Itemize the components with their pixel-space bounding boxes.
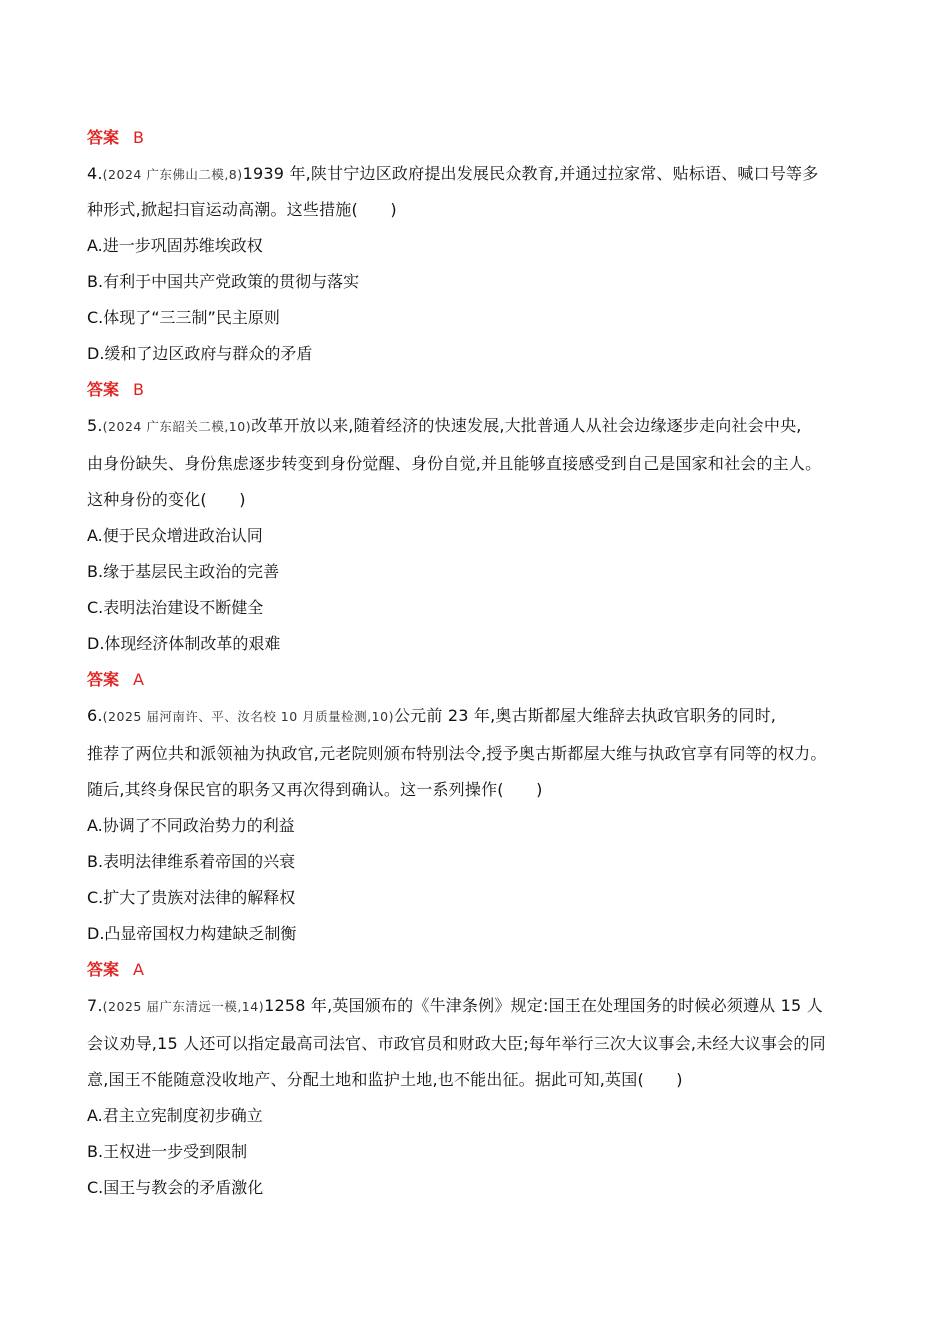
question-4-option-a: A.进一步巩固苏维埃政权	[87, 236, 263, 255]
question-5-stem-line-3: 这种身份的变化( )	[87, 490, 246, 509]
question-6-option-c: C.扩大了贵族对法律的解释权	[87, 888, 296, 907]
question-source: (2024 广东韶关二模,10)	[102, 419, 252, 434]
answer-label: 答案	[87, 128, 120, 147]
question-4-stem-line-1	[87, 164, 818, 185]
question-source: (2025 届河南许、平、汝名校 10 月质量检测,10)	[102, 709, 394, 724]
question-text: 公元前 23 年,奥古斯都屋大维辞去执政官职务的同时,	[393, 706, 777, 725]
question-text: 1258 年,英国颁布的《牛津条例》规定:国王在处理国务的时候必须遵从 15 人	[264, 996, 823, 1015]
question-6-option-a: A.协调了不同政治势力的利益	[87, 816, 295, 835]
question-4-option-b: B.有利于中国共产党政策的贯彻与落实	[87, 272, 360, 291]
question-6-option-d: D.凸显帝国权力构建缺乏制衡	[87, 924, 297, 943]
question-source: (2024 广东佛山二模,8)	[102, 167, 243, 182]
question-5-option-a: A.便于民众增进政治认同	[87, 526, 263, 545]
answer-value: B	[133, 128, 144, 147]
question-text: 1939 年,陕甘宁边区政府提出发展民众教育,并通过拉家常、贴标语、喊口号等多	[242, 164, 819, 183]
question-7-stem-line-1	[87, 996, 823, 1017]
question-number: 7.	[87, 996, 103, 1015]
answer-label: 答案	[87, 380, 120, 399]
question-source: (2025 届广东清远一模,14)	[102, 999, 265, 1014]
question-6-stem-line-3: 随后,其终身保民官的职务又再次得到确认。这一系列操作( )	[87, 780, 543, 799]
question-7-option-c: C.国王与教会的矛盾激化	[87, 1178, 264, 1197]
question-4-answer	[87, 380, 144, 400]
question-4-option-d: D.缓和了边区政府与群众的矛盾	[87, 344, 313, 363]
answer-value: B	[133, 380, 144, 399]
question-text: 改革开放以来,随着经济的快速发展,大批普通人从社会边缘逐步走向社会中央,	[251, 416, 802, 435]
answer-label: 答案	[87, 960, 120, 979]
question-number: 6.	[87, 706, 103, 725]
question-6-stem-line-2: 推荐了两位共和派领袖为执政官,元老院则颁布特别法令,授予奥古斯都屋大维与执政官享有同等的权力。	[87, 744, 827, 763]
answer-value: A	[133, 670, 144, 689]
answer-value: A	[133, 960, 144, 979]
question-5-option-b: B.缘于基层民主政治的完善	[87, 562, 280, 581]
question-5-stem-line-1	[87, 416, 802, 437]
question-7-stem-line-3: 意,国王不能随意没收地产、分配土地和监护土地,也不能出征。据此可知,英国( )	[87, 1070, 683, 1089]
question-4-option-c: C.体现了“三三制”民主原则	[87, 308, 280, 327]
question-5-stem-line-2: 由身份缺失、身份焦虑逐步转变到身份觉醒、身份自觉,并且能够直接感受到自己是国家和社会的主人。	[87, 454, 822, 473]
question-5-answer	[87, 670, 144, 690]
question-5-option-d: D.体现经济体制改革的艰难	[87, 634, 281, 653]
question-6-option-b: B.表明法律维系着帝国的兴衰	[87, 852, 296, 871]
question-6-stem-line-1	[87, 706, 776, 727]
question-4-stem-line-2: 种形式,掀起扫盲运动高潮。这些措施( )	[87, 200, 397, 219]
question-number: 5.	[87, 416, 103, 435]
question-5-option-c: C.表明法治建设不断健全	[87, 598, 264, 617]
answer-line	[87, 128, 144, 148]
question-7-stem-line-2: 会议劝导,15 人还可以指定最高司法官、市政官员和财政大臣;每年举行三次大议事会,未经大议事会的同	[87, 1034, 826, 1053]
question-7-option-a: A.君主立宪制度初步确立	[87, 1106, 263, 1125]
question-7-option-b: B.王权进一步受到限制	[87, 1142, 248, 1161]
question-number: 4.	[87, 164, 103, 183]
answer-label: 答案	[87, 670, 120, 689]
question-6-answer	[87, 960, 144, 980]
